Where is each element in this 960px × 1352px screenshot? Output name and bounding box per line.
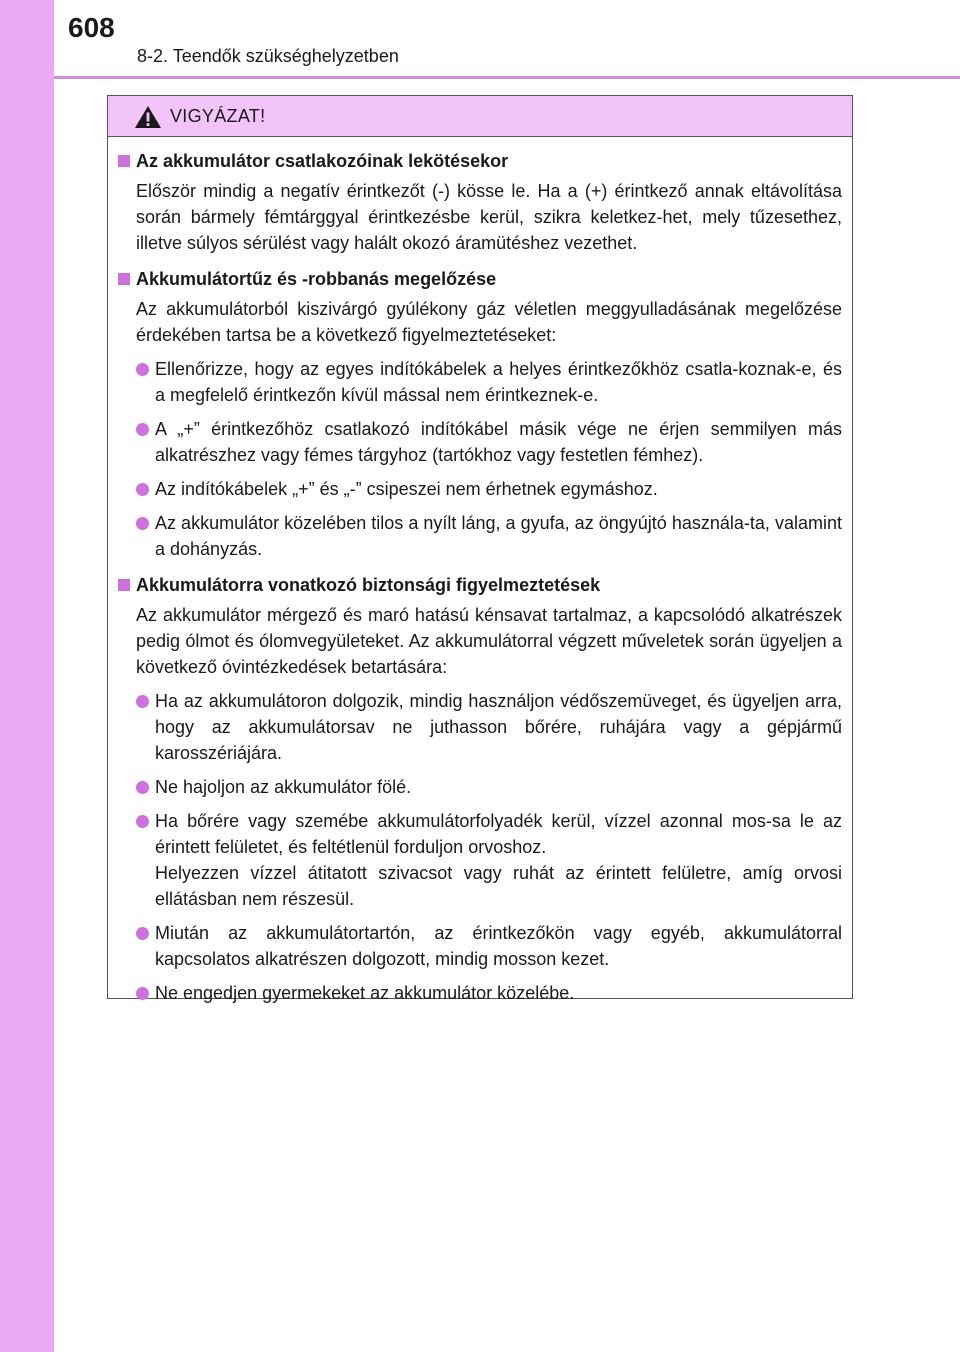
bullet-text: Ne hajoljon az akkumulátor fölé. bbox=[155, 777, 412, 797]
bullet-text: Miután az akkumulátortartón, az érintkezőkön vagy egyéb, akkumulátorral kapcsolatos alkatrészen dolgozott, mindig mosson kezet. bbox=[155, 923, 842, 969]
square-bullet-icon bbox=[118, 155, 130, 167]
warning-triangle-icon bbox=[134, 105, 162, 129]
header-rule bbox=[54, 76, 960, 79]
running-head: 8-2. Teendők szükséghelyzetben bbox=[137, 46, 399, 66]
bullet-text: A „+” érintkezőhöz csatlakozó indítókábel másik vége ne érjen semmilyen más alkatrészhez vagy fémes tárgyhoz (tartókhoz vagy festetlen fémhez). bbox=[155, 419, 842, 465]
round-bullet-icon bbox=[136, 815, 149, 828]
warning-title: VIGYÁZAT! bbox=[170, 106, 266, 126]
section-heading-text: Akkumulátortűz és -robbanás megelőzése bbox=[136, 269, 497, 289]
bullet-item bbox=[136, 774, 842, 800]
bullet-item bbox=[136, 476, 842, 502]
round-bullet-icon bbox=[136, 483, 149, 496]
bullet-item bbox=[136, 510, 842, 562]
side-color-band bbox=[0, 0, 54, 1352]
bullet-item bbox=[136, 356, 842, 408]
warning-section bbox=[108, 148, 852, 256]
section-heading bbox=[112, 572, 852, 598]
bullet-item bbox=[136, 688, 842, 766]
section-paragraph: Először mindig a negatív érintkezőt (-) kösse le. Ha a (+) érintkező annak eltávolítása során bármely fémtárggyal érintkezésbe kerül, szikra keletkez-het, mely tűzesethez, illetve súlyos sérülést vagy halált okozó áramütéshez vezethet. bbox=[136, 181, 842, 253]
bullet-item bbox=[136, 920, 842, 972]
warning-body bbox=[108, 148, 852, 1016]
bullet-text: Ha az akkumulátoron dolgozik, mindig használjon védőszemüveget, és ügyeljen arra, hogy az akkumulátorsav ne juthasson bőrére, ruhájára vagy a gépjármű karosszériájára. bbox=[155, 691, 842, 763]
section-heading bbox=[112, 148, 852, 174]
section-paragraph: Az akkumulátorból kiszivárgó gyúlékony gáz véletlen meggyulladásának megelőzése érdekében tartsa be a következő figyelmeztetéseket: bbox=[136, 299, 842, 345]
bullet-text: Ha bőrére vagy szemébe akkumulátorfolyadék kerül, vízzel azonnal mos-sa le az érintett felületet, és feltétlenül forduljon orvoshoz. bbox=[155, 811, 842, 857]
warning-section bbox=[108, 266, 852, 562]
bullet-item bbox=[136, 980, 842, 1006]
bullet-text: Helyezzen vízzel átitatott szivacsot vagy ruhát az érintett felületre, amíg orvosi ellátásban nem részesül. bbox=[155, 863, 842, 909]
page-number: 608 bbox=[68, 12, 115, 43]
bullet-text: Ellenőrizze, hogy az egyes indítókábelek a helyes érintkezőkhöz csatla-koznak-e, és a megfelelő érintkezőn kívül mással nem érintkeznek-e. bbox=[155, 359, 842, 405]
section-heading bbox=[112, 266, 852, 292]
warning-header bbox=[108, 96, 852, 137]
round-bullet-icon bbox=[136, 695, 149, 708]
section-paragraph: Az akkumulátor mérgező és maró hatású kénsavat tartalmaz, a kapcsolódó alkatrészek pedig ólmot és ólomvegyületeket. Az akkumulátorral végzett műveletek során ügyeljen a következő óvintézkedések betartására: bbox=[136, 605, 842, 677]
square-bullet-icon bbox=[118, 273, 130, 285]
round-bullet-icon bbox=[136, 423, 149, 436]
warning-section bbox=[108, 572, 852, 1006]
bullet-text: Az indítókábelek „+” és „-” csipeszei nem érhetnek egymáshoz. bbox=[155, 479, 658, 499]
round-bullet-icon bbox=[136, 517, 149, 530]
warning-box bbox=[107, 95, 853, 1003]
round-bullet-icon bbox=[136, 363, 149, 376]
round-bullet-icon bbox=[136, 781, 149, 794]
bullet-item bbox=[136, 416, 842, 468]
bullet-text: Ne engedjen gyermekeket az akkumulátor közelébe. bbox=[155, 983, 575, 1003]
section-heading-text: Az akkumulátor csatlakozóinak lekötésekor bbox=[136, 151, 509, 171]
bullet-item bbox=[136, 808, 842, 912]
bullet-text: Az akkumulátor közelében tilos a nyílt láng, a gyufa, az öngyújtó használa-ta, valamint a dohányzás. bbox=[155, 513, 842, 559]
square-bullet-icon bbox=[118, 579, 130, 591]
round-bullet-icon bbox=[136, 987, 149, 1000]
round-bullet-icon bbox=[136, 927, 149, 940]
section-heading-text: Akkumulátorra vonatkozó biztonsági figyelmeztetések bbox=[136, 575, 601, 595]
